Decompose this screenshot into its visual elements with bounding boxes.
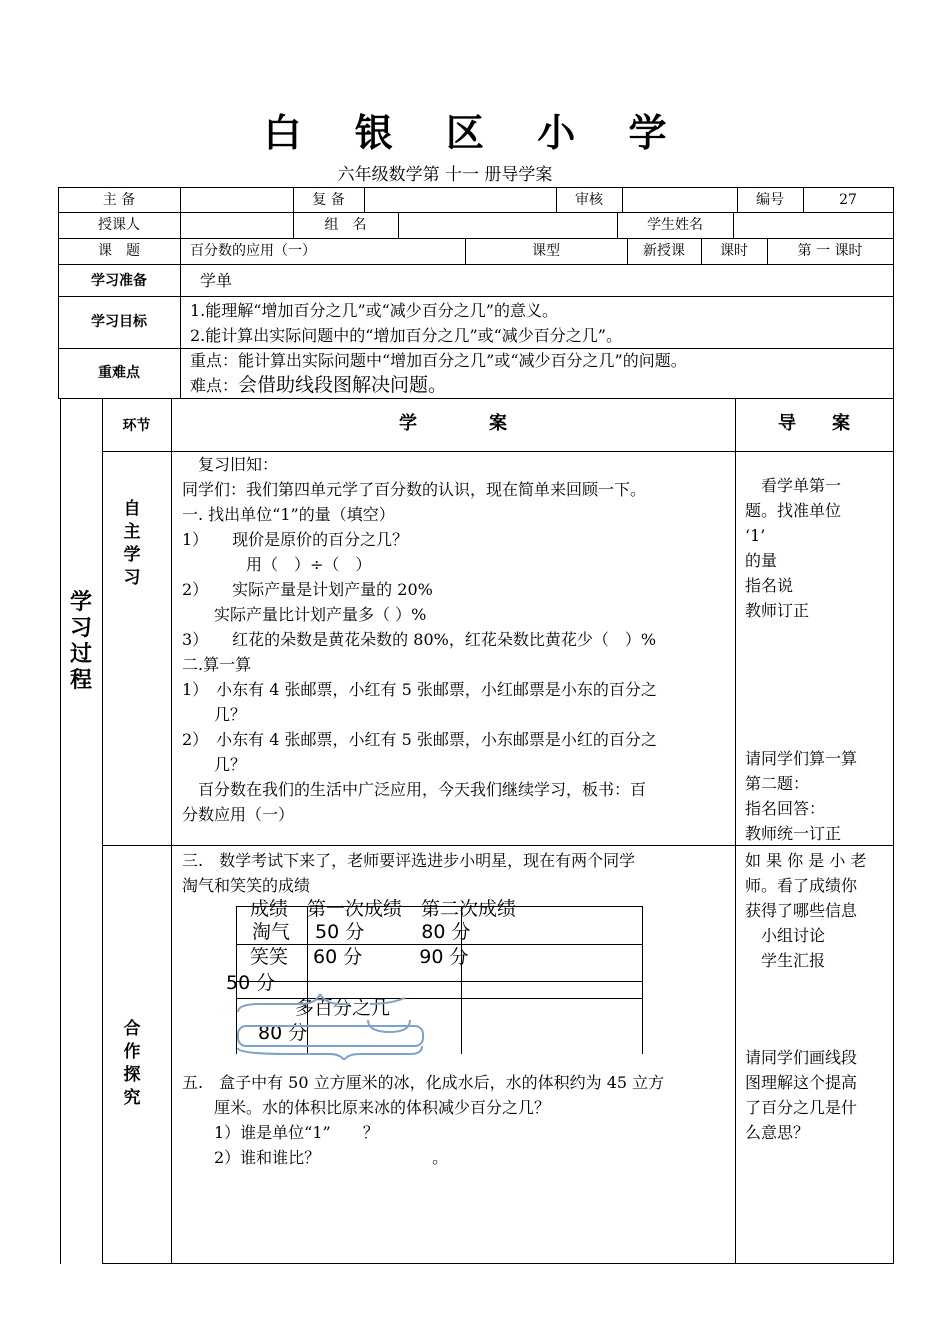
section1-line-7: 实际产量比计划产量多（ ）% (182, 605, 427, 624)
segment-label-50: 50 分 (226, 972, 276, 994)
q5-line-2: 厘米。水的体积比原来冰的体积减少百分之几？ (182, 1098, 551, 1117)
key-label: 重难点 (98, 365, 140, 381)
section2-guide2-line-1: 请同学们画线段 (745, 1048, 858, 1067)
keti-label: 课 题 (98, 243, 140, 259)
key-line-1: 重点：能计算出实际问题中“增加百分之几”或“减少百分之几”的问题。 (190, 351, 687, 370)
section2-guide1-line-2: 师。看了成绩你 (745, 876, 858, 895)
fubei-label: 复 备 (312, 192, 345, 208)
section1-line-15: 分数应用（一） (182, 805, 295, 824)
section2-guide1-line-4: 小组讨论 (745, 926, 826, 945)
process-label: 学 习 过 程 (69, 590, 92, 693)
shoukeren-label: 授课人 (98, 217, 140, 233)
segment-diagram (230, 990, 430, 1060)
col-daoan: 导 案 (778, 413, 850, 434)
score-row-taoqi: 淘气 50 分 80 分 (252, 921, 471, 943)
goals-label: 学习目标 (91, 314, 147, 330)
section1-guide2-line-2: 第二题： (745, 774, 810, 793)
section1-guide2-line-1: 请同学们算一算 (745, 749, 858, 768)
section1-line-3: 一. 找出单位“1”的量（填空） (182, 505, 395, 524)
section1-line-12: 2） 小东有 4 张邮票，小红有 5 张邮票，小东邮票是小红的百分之 (182, 730, 657, 749)
section1-guide1-line-3: ‘1’ (745, 526, 766, 545)
section1-guide1-line-5: 指名说 (745, 576, 794, 595)
section2-guide2-line-2: 图理解这个提高 (745, 1073, 858, 1092)
goal-line-1: 1.能理解“增加百分之几”或“减少百分之几”的意义。 (190, 301, 558, 320)
zhubei-label: 主 备 (102, 192, 136, 208)
segment-label-80: 80 分 (258, 1022, 308, 1044)
document-subtitle: 六年级数学第 十一 册导学案 (337, 165, 553, 185)
section1-guide2-line-4: 教师统一订正 (745, 824, 842, 843)
section2-guide1-line-1: 如 果 你 是 小 老 (745, 851, 867, 870)
xuesheng-label: 学生姓名 (647, 217, 703, 233)
section1-line-6: 2） 实际产量是计划产量的 20% (182, 580, 433, 599)
section1-line-1: 复习旧知： (182, 455, 279, 474)
goal-line-2: 2.能计算出实际问题中的“增加百分之几”或“减少百分之几”。 (190, 326, 622, 345)
section1-guide1-line-2: 题。找准单位 (745, 501, 842, 520)
section1-line-14: 百分数在我们的生活中广泛应用，今天我们继续学习，板书：百 (182, 780, 647, 799)
section1-guide1-line-1: 看学单第一 (745, 476, 842, 495)
section1-guide1-line-6: 教师订正 (745, 601, 810, 620)
section1-line-2: 同学们：我们第四单元学了百分数的认识，现在简单来回顾一下。 (182, 480, 647, 499)
section1-label: 自 主 学 习 (123, 499, 141, 588)
section2-guide2-line-4: 么意思？ (745, 1123, 810, 1142)
q5-line-1: 五. 盒子中有 50 立方厘米的冰，化成水后，水的体积约为 45 立方 (182, 1073, 665, 1092)
section1-line-9: 二.算一算 (182, 655, 252, 674)
kexing-value: 新授课 (643, 243, 685, 259)
key-line-2: 难点：会借助线段图解决问题。 (190, 374, 448, 396)
zuming-label: 组 名 (324, 217, 367, 233)
school-title: 白 银 区 小 学 (263, 110, 687, 155)
keshi-label: 课时 (720, 243, 748, 259)
col-xuean: 学 案 (399, 413, 507, 434)
section1-line-8: 3） 红花的朵数是黄花朵数的 80%，红花朵数比黄花少（ ）% (182, 630, 657, 649)
score-table-header: 成绩 第一次成绩 第二次成绩 (250, 898, 517, 920)
section2-intro-1: 三. 数学考试下来了，老师要评选进步小明星，现在有两个同学 (182, 851, 636, 870)
q5-line-4: 2）谁和谁比？ 。 (182, 1148, 449, 1167)
q5-line-3: 1）谁是单位“1” ？ (182, 1123, 379, 1142)
section1-line-11: 几？ (182, 705, 247, 724)
section1-guide1-line-4: 的量 (745, 551, 778, 570)
bianhao-value: 27 (839, 192, 857, 208)
keshi-value: 第 一 课时 (797, 243, 863, 259)
section2-guide1-line-5: 学生汇报 (745, 951, 826, 970)
section1-line-4: 1） 现价是原价的百分之几？ (182, 530, 409, 549)
col-huanjie: 环节 (122, 418, 151, 434)
section1-line-5: 用（ ）÷（ ） (182, 555, 372, 574)
section2-guide2-line-3: 了百分之几是什 (745, 1098, 858, 1117)
prep-label: 学习准备 (91, 273, 147, 289)
section1-line-13: 几？ (182, 755, 247, 774)
section2-intro-2: 淘气和笑笑的成绩 (182, 876, 311, 895)
section2-label: 合 作 探 究 (123, 1019, 141, 1108)
section1-guide2-line-3: 指名回答： (745, 799, 826, 818)
keti-value: 百分数的应用（一） (190, 243, 316, 259)
bianhao-label: 编号 (756, 192, 784, 208)
section1-line-10: 1） 小东有 4 张邮票，小红有 5 张邮票，小红邮票是小东的百分之 (182, 680, 657, 699)
shenhe-label: 审核 (575, 192, 603, 208)
kexing-label: 课型 (532, 243, 560, 259)
score-row-xiaoxiao: 笑笑 60 分 90 分 (250, 946, 469, 968)
prep-value: 学单 (200, 271, 233, 290)
section2-guide1-line-3: 获得了哪些信息 (745, 901, 858, 920)
segment-label-more: 多百分之几 (295, 997, 391, 1019)
